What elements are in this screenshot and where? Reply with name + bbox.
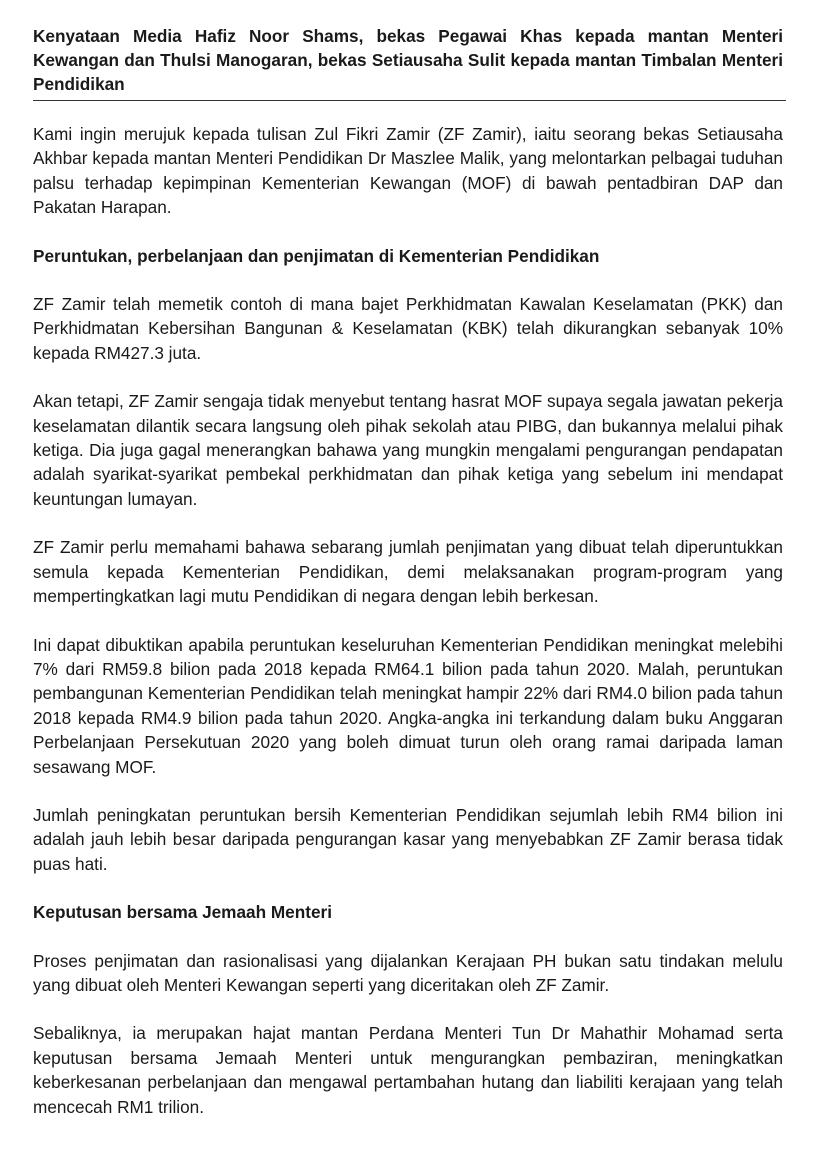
paragraph-savings-reallocated: ZF Zamir perlu memahami bahawa sebarang jumlah penjimatan yang dibuat telah diperuntukkan semula kepada Kementerian Pendidikan, demi melaksanakan program-program yang mempertingkatkan lagi mutu Pendidikan di negara dengan lebih berkesan. [33, 537, 783, 607]
section-heading-allocation: Peruntukan, perbelanjaan dan penjimatan di Kementerian Pendidikan [33, 245, 600, 266]
document-title: Kenyataan Media Hafiz Noor Shams, bekas Pegawai Khas kepada mantan Menteri Kewangan dan Thulsi Manogaran, bekas Setiausaha Sulit kepada mantan Timbalan Menteri Pendidikan [33, 26, 783, 94]
paragraph-security-workers: Akan tetapi, ZF Zamir sengaja tidak menyebut tentang hasrat MOF supaya segala jawatan pekerja keselamatan dilantik secara langsung oleh pihak sekolah atau PIBG, dan bukannya melalui pihak ketiga. Dia juga gagal menerangkan bahawa yang mungkin mengalami pengurangan pendapatan adalah syarikat-syarikat pembekal perkhidmatan dan pihak ketiga yang sebelum ini mendapat keuntungan lumayan. [33, 391, 783, 509]
paragraph-net-increase: Jumlah peningkatan peruntukan bersih Kementerian Pendidikan sejumlah lebih RM4 bilion ini adalah jauh lebih besar daripada pengurangan kasar yang menyebabkan ZF Zamir berasa tidak puas hati. [33, 804, 783, 874]
paragraph-budget-cut: ZF Zamir telah memetik contoh di mana bajet Perkhidmatan Kawalan Keselamatan (PKK) dan Perkhidmatan Kebersihan Bangunan & Keselamatan (KBK) telah dikurangkan sebanyak 10% kepada RM427.3 juta. [33, 294, 783, 363]
section-heading-cabinet: Keputusan bersama Jemaah Menteri [33, 902, 332, 923]
intro-paragraph: Kami ingin merujuk kepada tulisan Zul Fikri Zamir (ZF Zamir), iaitu seorang bekas Setiausaha Akhbar kepada mantan Menteri Pendidikan Dr Maszlee Malik, yang melontarkan pelbagai tuduhan palsu terhadap kepimpinan Kementerian Kewangan (MOF) di bawah pentadbiran DAP dan Pakatan Harapan. [33, 124, 783, 218]
paragraph-rationalisation: Proses penjimatan dan rasionalisasi yang dijalankan Kerajaan PH bukan satu tindakan melulu yang dibuat oleh Menteri Kewangan seperti yang diceritakan oleh ZF Zamir. [33, 950, 783, 995]
paragraph-allocation-increase: Ini dapat dibuktikan apabila peruntukan keseluruhan Kementerian Pendidikan meningkat melebihi 7% dari RM59.8 bilion pada 2018 kepada RM64.1 bilion pada tahun 2020. Malah, peruntukan pembangunan Kementerian Pendidikan telah meningkat hampir 22% dari RM4.0 bilion pada tahun 2018 kepada RM4.9 bilion pada tahun 2020. Angka-angka ini terkandung dalam buku Anggaran Perbelanjaan Persekutuan 2020 yang boleh dimuat turun oleh orang ramai daripada laman sesawang MOF. [33, 634, 783, 777]
title-divider [33, 100, 786, 101]
document-page [33, 24, 783, 1119]
paragraph-cabinet-decision: Sebaliknya, ia merupakan hajat mantan Perdana Menteri Tun Dr Mahathir Mohamad serta keputusan bersama Jemaah Menteri untuk mengurangkan pembaziran, meningkatkan keberkesanan perbelanjaan dan mengawal pertambahan hutang dan liabiliti kerajaan yang telah mencecah RM1 trilion. [33, 1023, 783, 1117]
